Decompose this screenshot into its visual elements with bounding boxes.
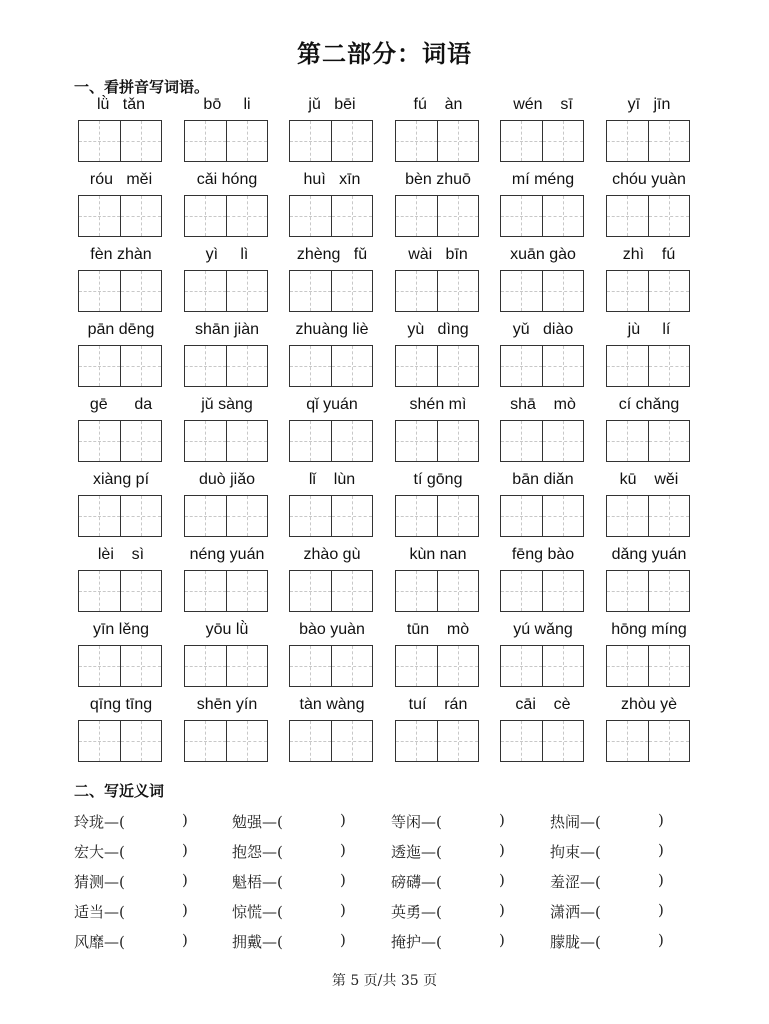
pinyin-label: shēn yín: [196, 696, 258, 713]
synonym-prompt: 羞涩—(: [550, 873, 601, 891]
pinyin-label: bān diǎn: [512, 471, 574, 488]
pinyin-label: yǔ diào: [512, 321, 574, 338]
tianzige-square[interactable]: [120, 271, 162, 311]
writing-box[interactable]: [289, 270, 373, 312]
writing-box[interactable]: [78, 345, 162, 387]
synonym-prompt: 朦胧—(: [550, 933, 601, 951]
writing-box[interactable]: [395, 270, 479, 312]
pinyin-label: cǎi hóng: [196, 171, 258, 188]
tianzige-square[interactable]: [542, 571, 584, 611]
writing-box[interactable]: [606, 345, 690, 387]
tianzige-square[interactable]: [185, 646, 226, 686]
writing-box[interactable]: [78, 420, 162, 462]
pinyin-label: xiàng pí: [92, 471, 150, 488]
writing-box[interactable]: [78, 720, 162, 762]
answer-blank-close[interactable]: ): [340, 841, 346, 859]
tianzige-square[interactable]: [607, 496, 648, 536]
writing-box[interactable]: [500, 420, 584, 462]
synonym-item: [550, 841, 664, 862]
answer-blank-close[interactable]: ): [658, 871, 664, 889]
writing-box[interactable]: [184, 120, 268, 162]
writing-box[interactable]: [289, 195, 373, 237]
synonym-item: [232, 931, 346, 952]
section-heading-pinyin: 一、看拼音写词语。: [74, 78, 210, 96]
pinyin-label: kū wěi: [619, 471, 679, 488]
tianzige-square[interactable]: [501, 346, 542, 386]
tianzige-square[interactable]: [501, 571, 542, 611]
tianzige-square[interactable]: [226, 496, 268, 536]
pinyin-label: fēng bào: [511, 546, 575, 563]
pinyin-label: zhèng fǔ: [296, 246, 368, 263]
tianzige-square[interactable]: [648, 496, 690, 536]
tianzige-square[interactable]: [290, 421, 331, 461]
pinyin-label: tūn mò: [406, 621, 470, 638]
pinyin-label: wén sī: [513, 96, 573, 113]
synonym-prompt: 宏大—(: [74, 843, 125, 861]
synonym-prompt: 惊慌—(: [232, 903, 283, 921]
tianzige-square[interactable]: [437, 721, 479, 761]
tianzige-square[interactable]: [120, 346, 162, 386]
tianzige-square[interactable]: [437, 421, 479, 461]
synonym-prompt: 魁梧—(: [232, 873, 283, 891]
pinyin-label: néng yuán: [189, 546, 265, 563]
pinyin-label: jù lí: [627, 321, 671, 338]
tianzige-square[interactable]: [501, 721, 542, 761]
tianzige-square[interactable]: [290, 721, 331, 761]
tianzige-square[interactable]: [607, 571, 648, 611]
writing-box[interactable]: [184, 270, 268, 312]
answer-blank-close[interactable]: ): [340, 901, 346, 919]
tianzige-square[interactable]: [226, 196, 268, 236]
synonym-prompt: 英勇—(: [391, 903, 442, 921]
pinyin-label: lǐ lùn: [308, 471, 356, 488]
tianzige-square[interactable]: [226, 271, 268, 311]
synonym-item: [74, 901, 188, 922]
tianzige-square[interactable]: [437, 271, 479, 311]
writing-box[interactable]: [395, 645, 479, 687]
answer-blank-close[interactable]: ): [658, 901, 664, 919]
tianzige-square[interactable]: [331, 571, 373, 611]
synonym-item: [391, 841, 505, 862]
tianzige-square[interactable]: [185, 496, 226, 536]
pinyin-label: bào yuàn: [299, 621, 365, 638]
pinyin-label: jǔ sàng: [201, 396, 253, 413]
writing-box[interactable]: [289, 120, 373, 162]
tianzige-square[interactable]: [542, 271, 584, 311]
synonym-prompt: 磅礴—(: [391, 873, 442, 891]
pinyin-label: yōu lǜ: [205, 621, 249, 638]
tianzige-square[interactable]: [648, 346, 690, 386]
synonym-prompt: 适当—(: [74, 903, 125, 921]
tianzige-square[interactable]: [79, 571, 120, 611]
tianzige-square[interactable]: [226, 571, 268, 611]
writing-box[interactable]: [395, 195, 479, 237]
synonym-item: [232, 811, 346, 832]
tianzige-square[interactable]: [331, 421, 373, 461]
tianzige-square[interactable]: [607, 646, 648, 686]
page-title: 第二部分：词语: [297, 39, 472, 68]
tianzige-square[interactable]: [396, 646, 437, 686]
writing-box[interactable]: [184, 195, 268, 237]
answer-blank-close[interactable]: ): [182, 931, 188, 949]
tianzige-square[interactable]: [501, 271, 542, 311]
synonym-item: [74, 841, 188, 862]
tianzige-square[interactable]: [79, 121, 120, 161]
answer-blank-close[interactable]: ): [182, 811, 188, 829]
writing-box[interactable]: [500, 645, 584, 687]
pinyin-label: cí chǎng: [618, 396, 680, 413]
synonym-item: [74, 931, 188, 952]
tianzige-square[interactable]: [648, 271, 690, 311]
tianzige-square[interactable]: [396, 721, 437, 761]
tianzige-square[interactable]: [79, 346, 120, 386]
answer-blank-close[interactable]: ): [658, 841, 664, 859]
tianzige-square[interactable]: [79, 421, 120, 461]
tianzige-square[interactable]: [226, 121, 268, 161]
answer-blank-close[interactable]: ): [499, 811, 505, 829]
writing-box[interactable]: [500, 495, 584, 537]
pinyin-label: jǔ bēi: [308, 96, 356, 113]
writing-box[interactable]: [500, 120, 584, 162]
synonym-item: [232, 901, 346, 922]
tianzige-square[interactable]: [542, 421, 584, 461]
tianzige-square[interactable]: [648, 571, 690, 611]
writing-box[interactable]: [184, 345, 268, 387]
answer-blank-close[interactable]: ): [182, 901, 188, 919]
writing-box[interactable]: [500, 720, 584, 762]
answer-blank-close[interactable]: ): [499, 871, 505, 889]
pinyin-label: zhào gù: [303, 546, 361, 563]
tianzige-square[interactable]: [185, 121, 226, 161]
tianzige-square[interactable]: [79, 196, 120, 236]
writing-box[interactable]: [500, 570, 584, 612]
writing-box[interactable]: [606, 270, 690, 312]
answer-blank-close[interactable]: ): [340, 871, 346, 889]
tianzige-square[interactable]: [331, 346, 373, 386]
tianzige-square[interactable]: [396, 346, 437, 386]
tianzige-square[interactable]: [437, 646, 479, 686]
writing-box[interactable]: [78, 270, 162, 312]
tianzige-square[interactable]: [290, 271, 331, 311]
tianzige-square[interactable]: [185, 271, 226, 311]
pinyin-label: yù dìng: [407, 321, 469, 338]
synonym-prompt: 勉强—(: [232, 813, 283, 831]
tianzige-square[interactable]: [607, 271, 648, 311]
pinyin-label: chóu yuàn: [612, 171, 686, 188]
tianzige-square[interactable]: [185, 346, 226, 386]
pinyin-label: qīng tīng: [89, 696, 153, 713]
tianzige-square[interactable]: [120, 196, 162, 236]
synonym-item: [391, 811, 505, 832]
pinyin-label: dǎng yuán: [611, 546, 687, 563]
synonym-prompt: 风靡—(: [74, 933, 125, 951]
pinyin-label: xuān gào: [510, 246, 576, 263]
pinyin-label: bō li: [203, 96, 251, 113]
tianzige-square[interactable]: [331, 721, 373, 761]
pinyin-label: shān jiàn: [194, 321, 260, 338]
answer-blank-close[interactable]: ): [499, 931, 505, 949]
synonym-prompt: 拘束—(: [550, 843, 601, 861]
writing-box[interactable]: [78, 645, 162, 687]
synonym-item: [74, 871, 188, 892]
synonym-item: [232, 841, 346, 862]
writing-box[interactable]: [78, 195, 162, 237]
tianzige-square[interactable]: [501, 121, 542, 161]
section-heading-synonyms: 二、写近义词: [74, 782, 165, 800]
tianzige-square[interactable]: [648, 121, 690, 161]
tianzige-square[interactable]: [290, 496, 331, 536]
answer-blank-close[interactable]: ): [182, 841, 188, 859]
writing-box[interactable]: [395, 345, 479, 387]
writing-box[interactable]: [289, 420, 373, 462]
pinyin-label: tí gōng: [413, 471, 463, 488]
pinyin-label: zhì fú: [622, 246, 676, 263]
tianzige-square[interactable]: [437, 346, 479, 386]
tianzige-square[interactable]: [185, 421, 226, 461]
tianzige-square[interactable]: [648, 196, 690, 236]
tianzige-square[interactable]: [501, 196, 542, 236]
synonym-item: [391, 931, 505, 952]
writing-box[interactable]: [606, 645, 690, 687]
writing-box[interactable]: [606, 420, 690, 462]
tianzige-square[interactable]: [331, 196, 373, 236]
tianzige-square[interactable]: [79, 721, 120, 761]
pinyin-label: tuí rán: [408, 696, 468, 713]
pinyin-label: zhuàng liè: [295, 321, 369, 338]
pinyin-label: qǐ yuán: [306, 396, 358, 413]
page-footer: 第 5 页/共 35 页: [331, 973, 438, 989]
tianzige-square[interactable]: [185, 721, 226, 761]
pinyin-label: duò jiǎo: [198, 471, 256, 488]
tianzige-square[interactable]: [437, 196, 479, 236]
synonym-item: [391, 901, 505, 922]
pinyin-label: lèi sì: [97, 546, 145, 563]
tianzige-square[interactable]: [290, 646, 331, 686]
tianzige-square[interactable]: [607, 346, 648, 386]
answer-blank-close[interactable]: ): [658, 811, 664, 829]
pinyin-label: fèn zhàn: [90, 246, 152, 263]
tianzige-square[interactable]: [290, 571, 331, 611]
tianzige-square[interactable]: [290, 196, 331, 236]
tianzige-square[interactable]: [396, 421, 437, 461]
synonym-item: [550, 931, 664, 952]
writing-box[interactable]: [606, 570, 690, 612]
tianzige-square[interactable]: [648, 646, 690, 686]
synonym-item: [550, 901, 664, 922]
tianzige-square[interactable]: [79, 271, 120, 311]
pinyin-label: shā mò: [510, 396, 576, 413]
synonym-prompt: 潇洒—(: [550, 903, 601, 921]
pinyin-label: yú wǎng: [513, 621, 573, 638]
pinyin-label: pān dēng: [87, 321, 155, 338]
tianzige-square[interactable]: [185, 571, 226, 611]
tianzige-square[interactable]: [542, 646, 584, 686]
pinyin-label: bèn zhuō: [405, 171, 471, 188]
writing-box[interactable]: [184, 570, 268, 612]
writing-box[interactable]: [500, 270, 584, 312]
synonym-item: [74, 811, 188, 832]
tianzige-square[interactable]: [396, 496, 437, 536]
tianzige-square[interactable]: [542, 121, 584, 161]
writing-box[interactable]: [184, 420, 268, 462]
tianzige-square[interactable]: [607, 421, 648, 461]
synonym-item: [550, 811, 664, 832]
pinyin-label: yīn lěng: [92, 621, 150, 638]
writing-box[interactable]: [78, 495, 162, 537]
tianzige-square[interactable]: [120, 646, 162, 686]
answer-blank-close[interactable]: ): [182, 871, 188, 889]
writing-box[interactable]: [606, 720, 690, 762]
tianzige-square[interactable]: [396, 571, 437, 611]
synonym-prompt: 猜测—(: [74, 873, 125, 891]
tianzige-square[interactable]: [396, 196, 437, 236]
writing-box[interactable]: [500, 195, 584, 237]
tianzige-square[interactable]: [501, 646, 542, 686]
tianzige-square[interactable]: [120, 721, 162, 761]
tianzige-square[interactable]: [437, 121, 479, 161]
pinyin-label: fú àn: [413, 96, 463, 113]
tianzige-square[interactable]: [226, 646, 268, 686]
tianzige-square[interactable]: [437, 571, 479, 611]
writing-box[interactable]: [289, 645, 373, 687]
pinyin-label: shén mì: [409, 396, 467, 413]
tianzige-square[interactable]: [331, 496, 373, 536]
tianzige-square[interactable]: [542, 346, 584, 386]
synonym-prompt: 掩护—(: [391, 933, 442, 951]
writing-box[interactable]: [78, 120, 162, 162]
answer-blank-close[interactable]: ): [499, 841, 505, 859]
synonym-prompt: 热闹—(: [550, 813, 601, 831]
tianzige-square[interactable]: [226, 721, 268, 761]
writing-box[interactable]: [395, 720, 479, 762]
pinyin-label: tàn wàng: [299, 696, 365, 713]
tianzige-square[interactable]: [542, 496, 584, 536]
pinyin-label: wài bīn: [408, 246, 468, 263]
tianzige-square[interactable]: [79, 646, 120, 686]
pinyin-label: lǜ tǎn: [96, 96, 146, 113]
synonym-item: [232, 871, 346, 892]
tianzige-square[interactable]: [79, 496, 120, 536]
tianzige-square[interactable]: [290, 121, 331, 161]
pinyin-label: róu měi: [89, 171, 153, 188]
tianzige-square[interactable]: [542, 721, 584, 761]
synonym-item: [391, 871, 505, 892]
writing-box[interactable]: [184, 495, 268, 537]
tianzige-square[interactable]: [648, 721, 690, 761]
tianzige-square[interactable]: [607, 121, 648, 161]
tianzige-square[interactable]: [120, 571, 162, 611]
writing-box[interactable]: [500, 345, 584, 387]
tianzige-square[interactable]: [226, 421, 268, 461]
tianzige-square[interactable]: [331, 271, 373, 311]
pinyin-label: mí méng: [511, 171, 575, 188]
answer-blank-close[interactable]: ): [658, 931, 664, 949]
writing-box[interactable]: [395, 420, 479, 462]
pinyin-label: hōng míng: [611, 621, 687, 638]
tianzige-square[interactable]: [542, 196, 584, 236]
writing-box[interactable]: [395, 570, 479, 612]
pinyin-label: zhòu yè: [620, 696, 678, 713]
synonym-prompt: 拥戴—(: [232, 933, 283, 951]
writing-box[interactable]: [184, 645, 268, 687]
writing-box[interactable]: [184, 720, 268, 762]
tianzige-square[interactable]: [437, 496, 479, 536]
synonym-prompt: 透迤—(: [391, 843, 442, 861]
tianzige-square[interactable]: [648, 421, 690, 461]
writing-box[interactable]: [395, 495, 479, 537]
tianzige-square[interactable]: [607, 721, 648, 761]
pinyin-label: kùn nan: [409, 546, 467, 563]
answer-blank-close[interactable]: ): [340, 931, 346, 949]
writing-box[interactable]: [606, 495, 690, 537]
writing-box[interactable]: [395, 120, 479, 162]
tianzige-square[interactable]: [120, 121, 162, 161]
writing-box[interactable]: [289, 345, 373, 387]
tianzige-square[interactable]: [331, 121, 373, 161]
tianzige-square[interactable]: [501, 421, 542, 461]
synonym-prompt: 玲珑—(: [74, 813, 125, 831]
tianzige-square[interactable]: [226, 346, 268, 386]
synonym-prompt: 抱怨—(: [232, 843, 283, 861]
synonym-prompt: 等闲—(: [391, 813, 442, 831]
pinyin-label: huì xīn: [303, 171, 361, 188]
pinyin-label: cāi cè: [515, 696, 571, 713]
tianzige-square[interactable]: [290, 346, 331, 386]
pinyin-label: gē da: [89, 396, 153, 413]
answer-blank-close[interactable]: ): [340, 811, 346, 829]
writing-box[interactable]: [78, 570, 162, 612]
tianzige-square[interactable]: [331, 646, 373, 686]
tianzige-square[interactable]: [607, 196, 648, 236]
tianzige-square[interactable]: [185, 196, 226, 236]
tianzige-square[interactable]: [396, 121, 437, 161]
writing-box[interactable]: [606, 195, 690, 237]
tianzige-square[interactable]: [120, 421, 162, 461]
tianzige-square[interactable]: [396, 271, 437, 311]
writing-box[interactable]: [606, 120, 690, 162]
pinyin-label: yì lì: [205, 246, 249, 263]
writing-box[interactable]: [289, 570, 373, 612]
pinyin-label: yī jīn: [627, 96, 671, 113]
tianzige-square[interactable]: [501, 496, 542, 536]
writing-box[interactable]: [289, 495, 373, 537]
tianzige-square[interactable]: [120, 496, 162, 536]
answer-blank-close[interactable]: ): [499, 901, 505, 919]
synonym-item: [550, 871, 664, 892]
writing-box[interactable]: [289, 720, 373, 762]
